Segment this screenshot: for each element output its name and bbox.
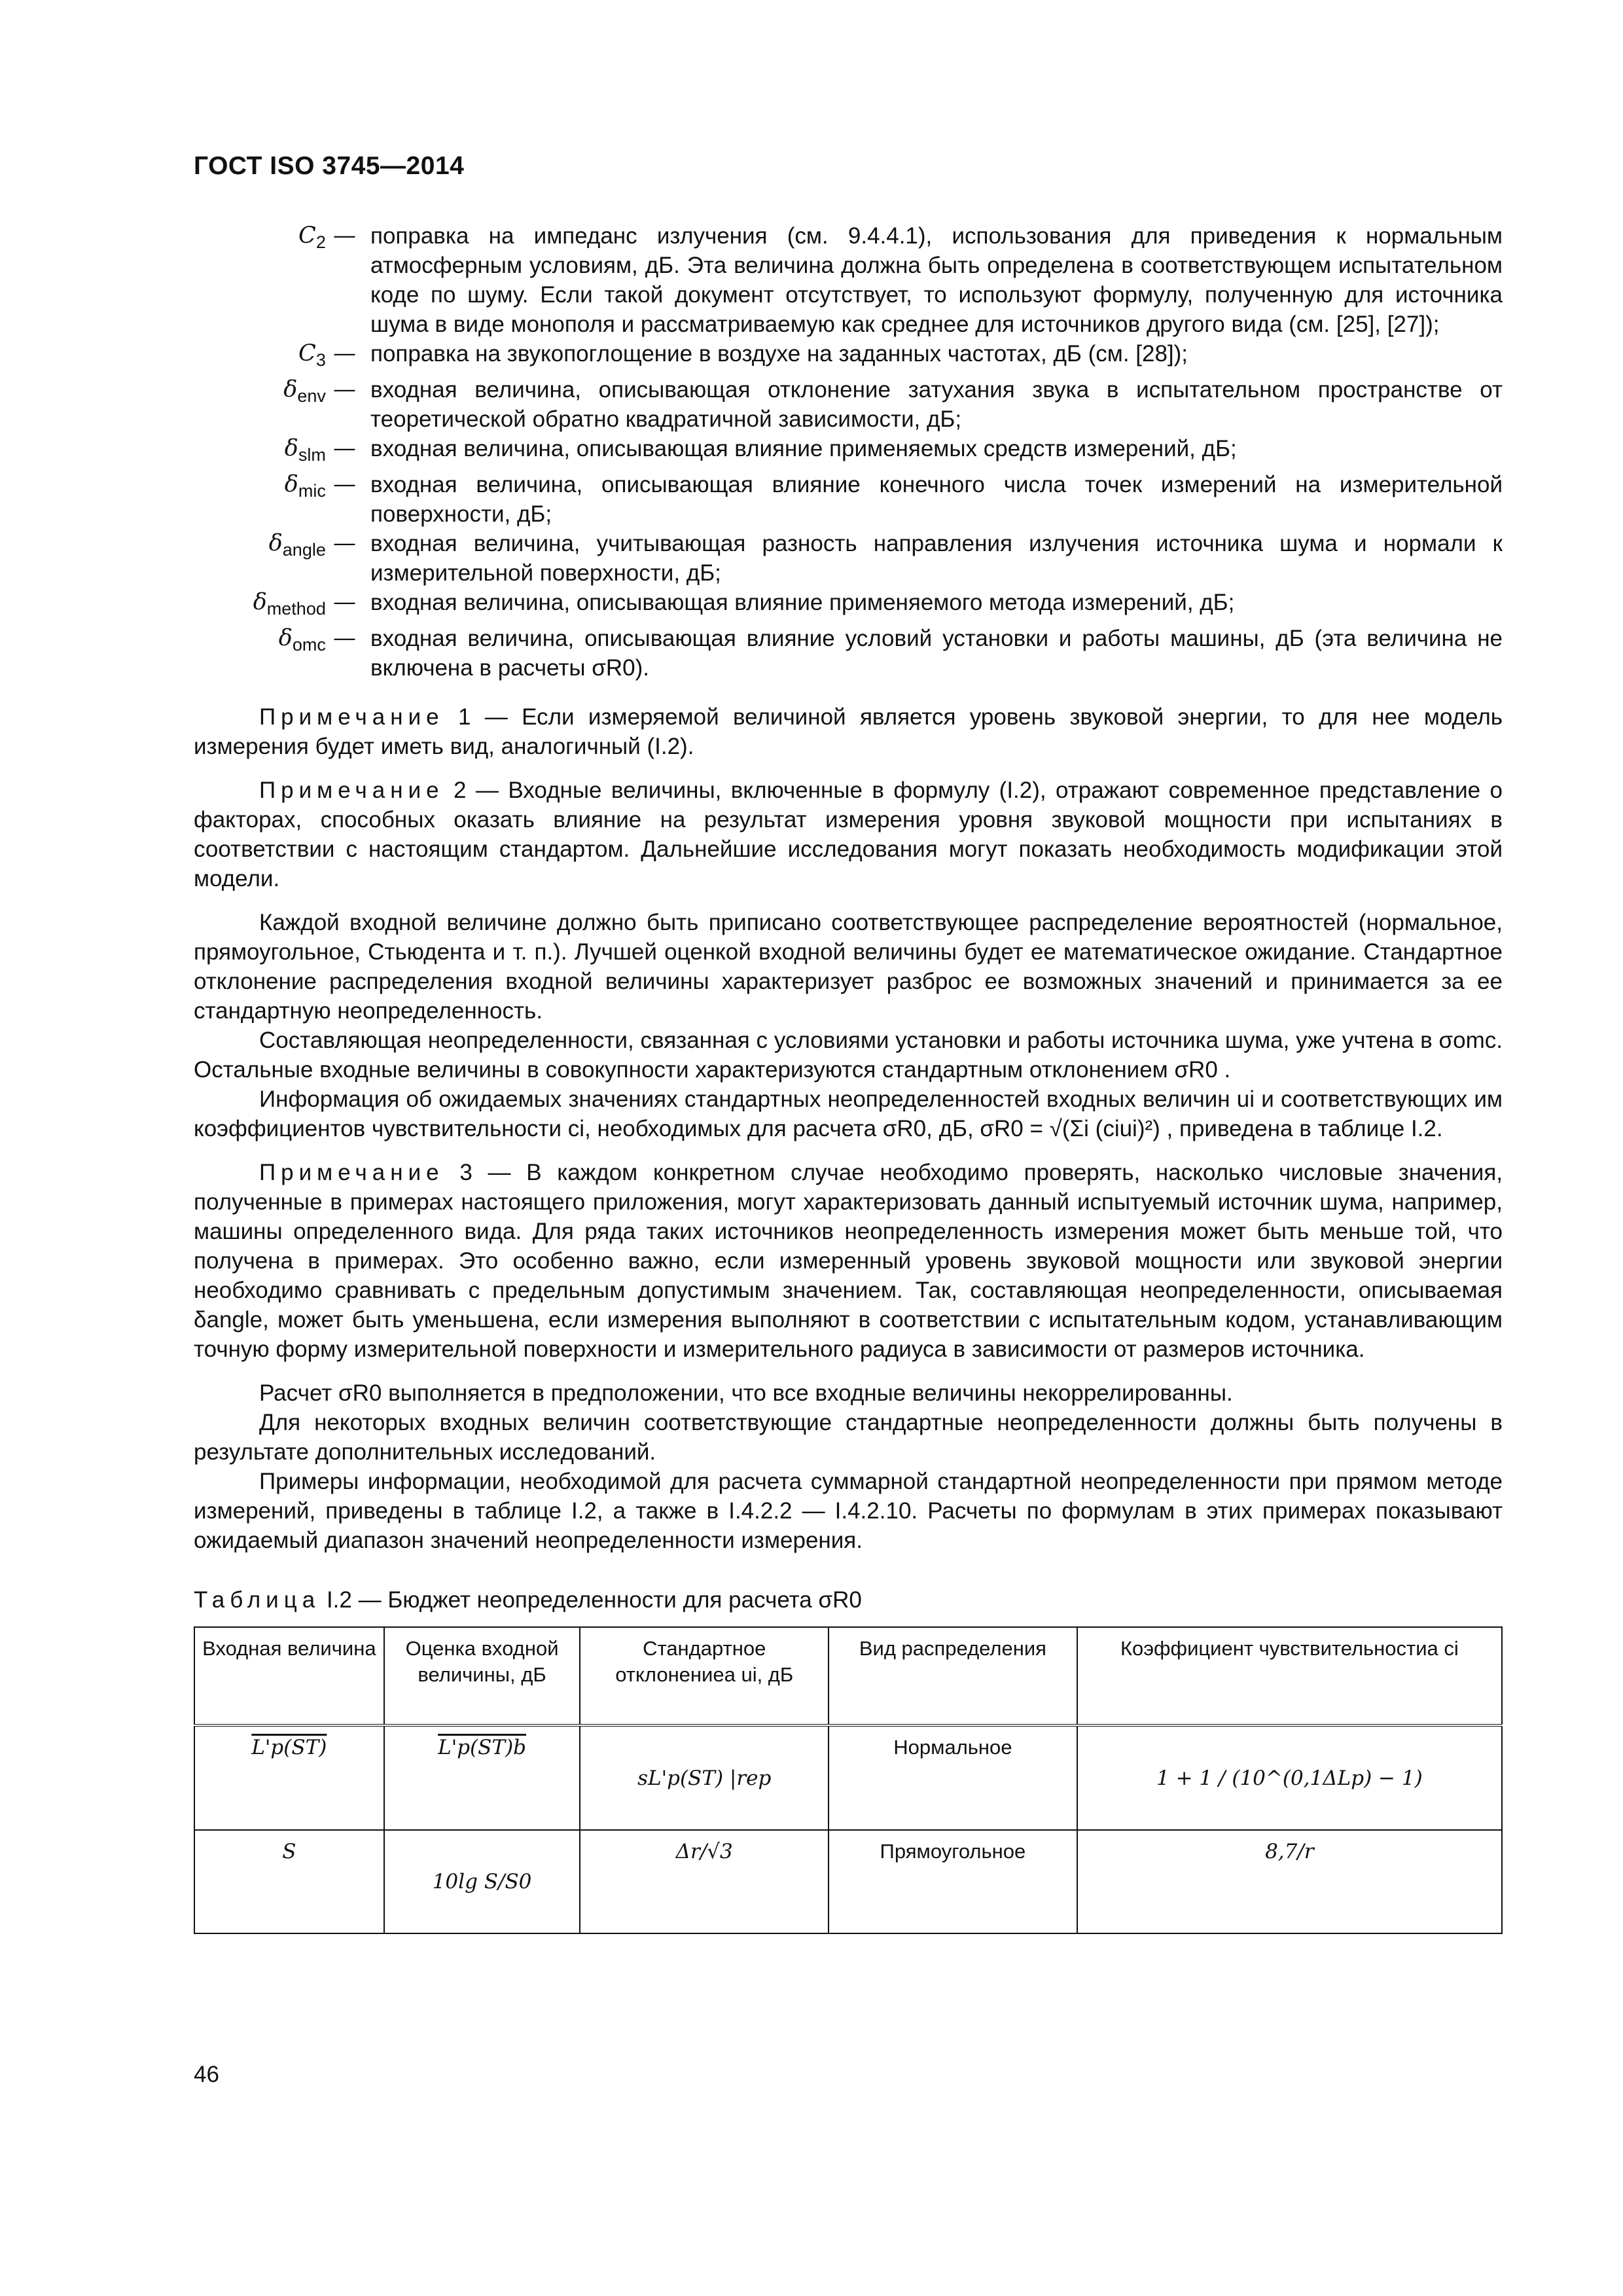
paragraph-additional-research: Для некоторых входных величин соответствующие стандартные неопределенности должны быть получены в результате дополнительных исследований.: [194, 1410, 1503, 1465]
variable-row-c3: [194, 339, 1503, 375]
header-standard-deviation: Стандартное отклонениеa ui, дБ: [580, 1627, 829, 1725]
cell-sensitivity: 1 + 1 / (10^(0,1ΔLp) − 1): [1077, 1725, 1502, 1830]
header-sensitivity: Коэффициент чувствительностиa ci: [1077, 1627, 1502, 1725]
paragraph-examples: Примеры информации, необходимой для расчета суммарной стандартной неопределенности при прямом методе измерений, приведены в таблице I.2, а также в I.4.2.2 — I.4.2.10. Расчеты по формулам в этих примерах показывают ожидаемый диапазон значений неопределенности измерения.: [194, 1469, 1503, 1553]
variable-row-delta-env: [194, 375, 1503, 434]
variable-row-delta-slm: [194, 434, 1503, 470]
variable-symbol: $\delta_{angle}$ —: [268, 530, 356, 560]
variable-description: входная величина, учитывающая разность направления излучения источника шума и нормали к измерительной поверхности, дБ;: [370, 531, 1503, 586]
cell-sensitivity: 8,7/r: [1077, 1830, 1502, 1933]
note-1: Примечание 1 — Если измеряемой величиной является уровень звуковой энергии, то для нее модель измерения будет иметь вид, аналогичный (I.2).: [194, 704, 1503, 759]
variable-row-c2: [194, 221, 1503, 339]
variable-definitions: [194, 221, 1503, 683]
paragraph-sensitivity: Информация об ожидаемых значениях стандартных неопределенностей входных величин ui и соответствующих им коэффициентов чувствительности ci, необходимых для расчета σR0, дБ, σR0 = √(Σi (ciui)²) , приведена в таблице I.2.: [194, 1086, 1503, 1141]
note-2: Примечание 2 — Входные величины, включенные в формулу (I.2), отражают современное представление о факторах, способных оказать влияние на результат измерения уровня звуковой мощности при испытаниях в соответствии с настоящим стандартом. Дальнейшие исследования могут показать необходимость модификации этой модели.: [194, 778, 1503, 891]
cell-distribution: Прямоугольное: [829, 1830, 1077, 1933]
header-input-quantity: Входная величина: [194, 1627, 384, 1725]
cell-estimate: 10lg S/S0: [384, 1830, 580, 1933]
variable-symbol: $\delta_{omc}$ —: [278, 625, 356, 655]
variable-row-delta-angle: [194, 529, 1503, 588]
document-header: ГОСТ ISO 3745—2014: [194, 152, 465, 180]
cell-input-quantity: S: [194, 1830, 384, 1933]
page-number: 46: [194, 2062, 219, 2087]
table-header-row: [194, 1627, 1502, 1725]
cell-input-quantity: L'p(ST): [194, 1725, 384, 1830]
cell-standard-deviation: sL'p(ST) |rep: [580, 1725, 829, 1830]
header-estimate: Оценка входной величины, дБ: [384, 1627, 580, 1725]
variable-description: входная величина, описывающая влияние конечного числа точек измерений на измерительной поверхности, дБ;: [370, 472, 1503, 527]
variable-symbol: $\delta_{mic}$ —: [284, 471, 356, 501]
variable-symbol: $\delta_{method}$ —: [253, 589, 356, 619]
cell-distribution: Нормальное: [829, 1725, 1077, 1830]
variable-symbol: $\delta_{slm}$ —: [284, 435, 356, 465]
uncertainty-budget-table: [194, 1626, 1503, 1934]
variable-description: поправка на импеданс излучения (см. 9.4.4.1), использования для приведения к нормальным атмосферным условиям, дБ. Эта величина должна быть определена в соответствующем испытательном коде по шуму. Если такой документ отсутствует, то используют формулу, полученную для источника шума в виде монополя и рассматриваемую как среднее для источников другого вида (см. [25], [27]);: [370, 223, 1503, 337]
cell-estimate: L'p(ST)b: [384, 1725, 580, 1830]
table-row: [194, 1725, 1502, 1830]
variable-row-delta-method: [194, 588, 1503, 624]
variable-description: входная величина, описывающая влияние применяемых средств измерений, дБ;: [370, 436, 1237, 461]
variable-symbol: $C_3$ —: [298, 340, 356, 370]
note-3: Примечание 3 — В каждом конкретном случае необходимо проверять, насколько числовые значения, полученные в примерах настоящего приложения, могут характеризовать данный испытуемый источник шума, например, машины определенного вида. Для ряда таких источников неопределенность измерения может быть меньше той, что получена в примерах. Это особенно важно, если измеренный уровень звуковой мощности или звуковой энергии необходимо сравнивать с предельным допустимым значением. Так, составляющая неопределенности, описываемая δangle, может быть уменьшена, если измерения выполняют в соответствии с испытательным кодом, устанавливающим точную форму измерительной поверхности и измерительного радиуса в зависимости от размеров источника.: [194, 1160, 1503, 1362]
variable-row-delta-mic: [194, 470, 1503, 529]
variable-symbol: $\delta_{env}$ —: [283, 376, 356, 406]
paragraph-distribution: Каждой входной величине должно быть приписано соответствующее распределение вероятностей (нормальное, прямоугольное, Стьюдента и т. п.). Лучшей оценкой входной величины будет ее математическое ожидание. Стандартное отклонение распределения входной величины характеризует разброс ее возможных значений и принимается за ее стандартную неопределенность.: [194, 910, 1503, 1024]
paragraph-sigma-r0: Расчет σR0 выполняется в предположении, что все входные величины некоррелированны.: [259, 1380, 1233, 1406]
table-row: [194, 1830, 1502, 1933]
variable-row-delta-omc: [194, 624, 1503, 683]
variable-description: поправка на звукопоглощение в воздухе на заданных частотах, дБ (см. [28]);: [370, 341, 1188, 367]
variable-symbol: $C_2$ —: [298, 223, 356, 252]
table-caption: Таблица I.2 — Бюджет неопределенности для расчета σR0: [194, 1587, 862, 1613]
variable-description: входная величина, описывающая отклонение затухания звука в испытательном пространстве от теоретической обратно квадратичной зависимости, дБ;: [370, 377, 1503, 432]
page-content: [194, 221, 1503, 1934]
variable-description: входная величина, описывающая влияние применяемого метода измерений, дБ;: [370, 590, 1235, 615]
cell-standard-deviation: Δr/√3: [580, 1830, 829, 1933]
paragraph-sigma-omc: Составляющая неопределенности, связанная с условиями установки и работы источника шума, уже учтена в σomc. Остальные входные величины в совокупности характеризуются стандартным отклонением σR0 .: [194, 1028, 1503, 1083]
variable-description: входная величина, описывающая влияние условий установки и работы машины, дБ (эта величина не включена в расчеты σR0).: [370, 626, 1503, 681]
header-distribution: Вид распределения: [829, 1627, 1077, 1725]
